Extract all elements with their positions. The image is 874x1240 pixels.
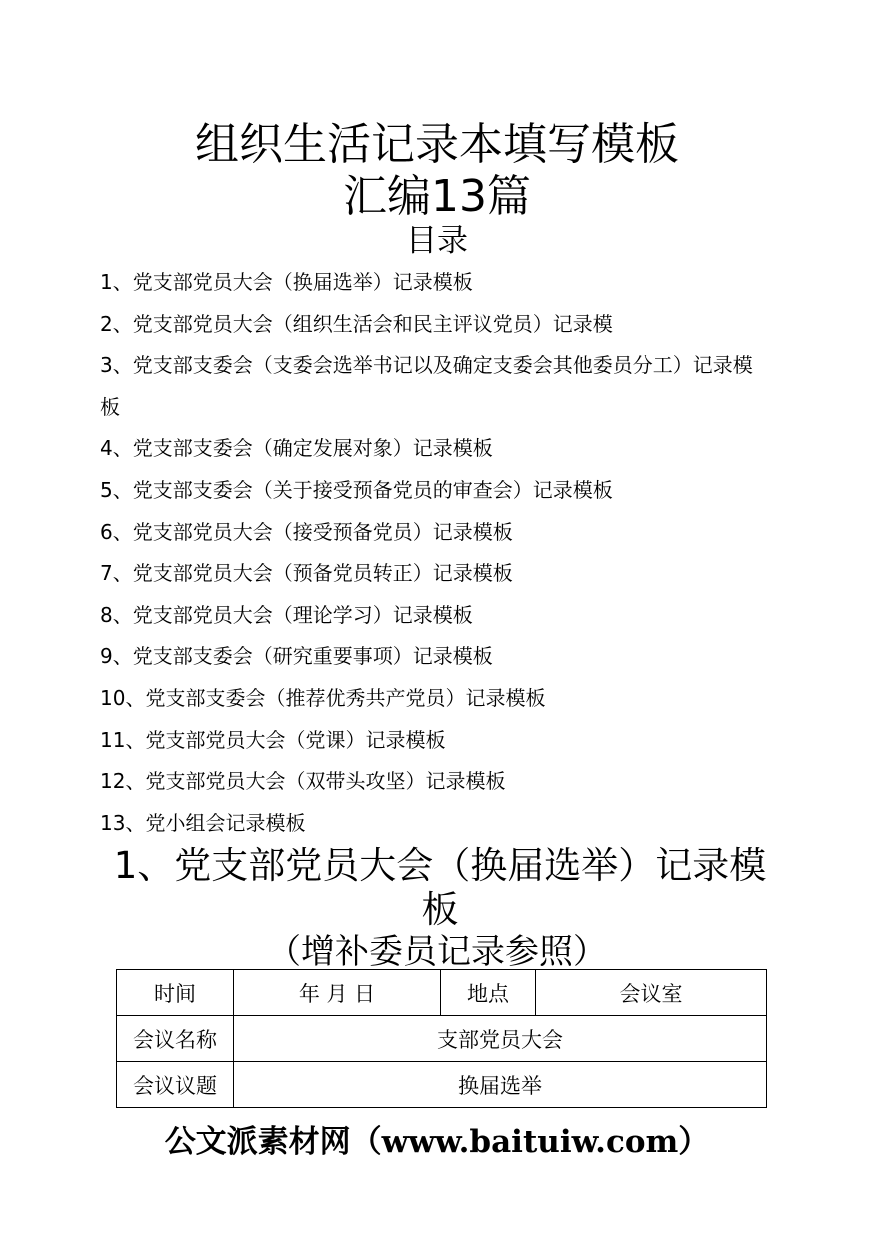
table-of-contents — [100, 262, 772, 844]
toc-item: 11、党支部党员大会（党课）记录模板 — [100, 727, 446, 752]
meeting-topic-label: 会议议题 — [117, 1062, 234, 1108]
toc-item: 12、党支部党员大会（双带头攻坚）记录模板 — [100, 769, 506, 794]
toc-item: 7、党支部党员大会（预备党员转正）记录模板 — [100, 561, 513, 586]
meeting-name-value: 支部党员大会 — [234, 1016, 767, 1062]
toc-item: 8、党支部党员大会（理论学习）记录模板 — [100, 602, 473, 627]
document-title-line1: 组织生活记录本填写模板 — [195, 119, 679, 170]
toc-item: 5、党支部支委会（关于接受预备党员的审查会）记录模板 — [100, 477, 613, 502]
toc-item: 10、党支部支委会（推荐优秀共产党员）记录模板 — [100, 685, 546, 710]
table-row — [117, 1016, 767, 1062]
footer-watermark: 公文派素材网（www.baituiw.com） — [164, 1124, 710, 1160]
section-subtitle: （增补委员记录参照） — [267, 932, 607, 972]
place-value: 会议室 — [536, 970, 767, 1016]
meeting-info-table — [116, 969, 767, 1108]
table-row — [117, 1062, 767, 1108]
meeting-name-label: 会议名称 — [117, 1016, 234, 1062]
toc-item: 13、党小组会记录模板 — [100, 810, 306, 835]
toc-item: 2、党支部党员大会（组织生活会和民主评议党员）记录模 — [100, 311, 613, 336]
toc-item: 3、党支部支委会（支委会选举书记以及确定支委会其他委员分工）记录模板 — [100, 353, 753, 419]
toc-item: 6、党支部党员大会（接受预备党员）记录模板 — [100, 519, 513, 544]
time-value: 年 月 日 — [234, 970, 441, 1016]
table-row — [117, 970, 767, 1016]
toc-item: 4、党支部支委会（确定发展对象）记录模板 — [100, 436, 493, 461]
toc-item: 1、党支部党员大会（换届选举）记录模板 — [100, 270, 473, 294]
toc-heading: 目录 — [406, 223, 468, 259]
section-title: 1、党支部党员大会（换届选举）记录模板 — [113, 844, 767, 931]
document-title-line2: 汇编13篇 — [343, 171, 531, 222]
meeting-topic-value: 换届选举 — [234, 1062, 767, 1108]
time-label: 时间 — [117, 970, 234, 1016]
toc-item: 9、党支部支委会（研究重要事项）记录模板 — [100, 644, 493, 669]
place-label: 地点 — [441, 970, 536, 1016]
